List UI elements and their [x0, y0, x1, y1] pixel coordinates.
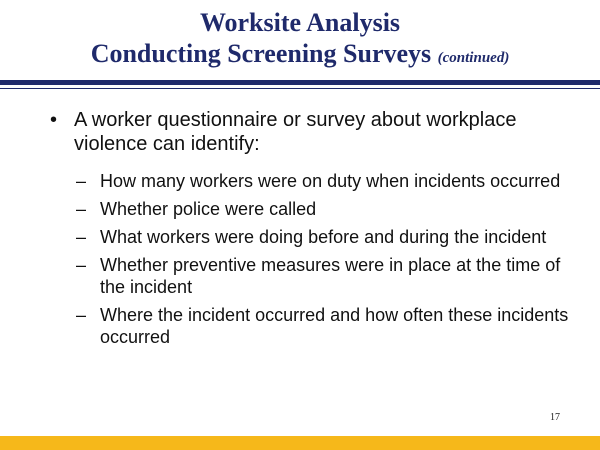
sub-bullet-text: Whether police were called [100, 199, 317, 219]
dash-marker: – [76, 255, 87, 275]
sub-bullet [40, 170, 570, 192]
dash-marker: – [76, 305, 87, 325]
sub-bullet [40, 304, 570, 348]
title-line-2-main: Conducting Screening Surveys [90, 39, 432, 68]
sub-bullet [40, 198, 570, 220]
sub-bullet [40, 226, 570, 248]
sub-bullet-text: How many workers were on duty when incidents occurred [100, 171, 561, 191]
title-rule-thin [0, 88, 600, 89]
sub-bullet-list [40, 170, 580, 348]
footer-bar [0, 436, 600, 450]
title-suffix: (continued) [437, 50, 510, 66]
bullet-marker: • [50, 109, 58, 131]
title-line-1: Worksite Analysis [199, 8, 401, 37]
sub-bullet-text: Where the incident occurred and how often these incidents occurred [100, 305, 569, 347]
title-rule-thick [0, 80, 600, 85]
main-bullet-text: A worker questionnaire or survey about workplace violence can identify: [74, 109, 517, 155]
sub-bullet [40, 254, 570, 298]
dash-marker: – [76, 227, 87, 247]
slide-content [40, 108, 580, 354]
sub-bullet-text: Whether preventive measures were in place at the time of the incident [100, 255, 561, 297]
page-number: 17 [550, 412, 560, 423]
slide-title [0, 8, 600, 74]
title-line-2 [0, 38, 600, 74]
main-bullet [40, 108, 580, 156]
dash-marker: – [76, 171, 87, 191]
dash-marker: – [76, 199, 87, 219]
sub-bullet-text: What workers were doing before and during the incident [100, 227, 547, 247]
